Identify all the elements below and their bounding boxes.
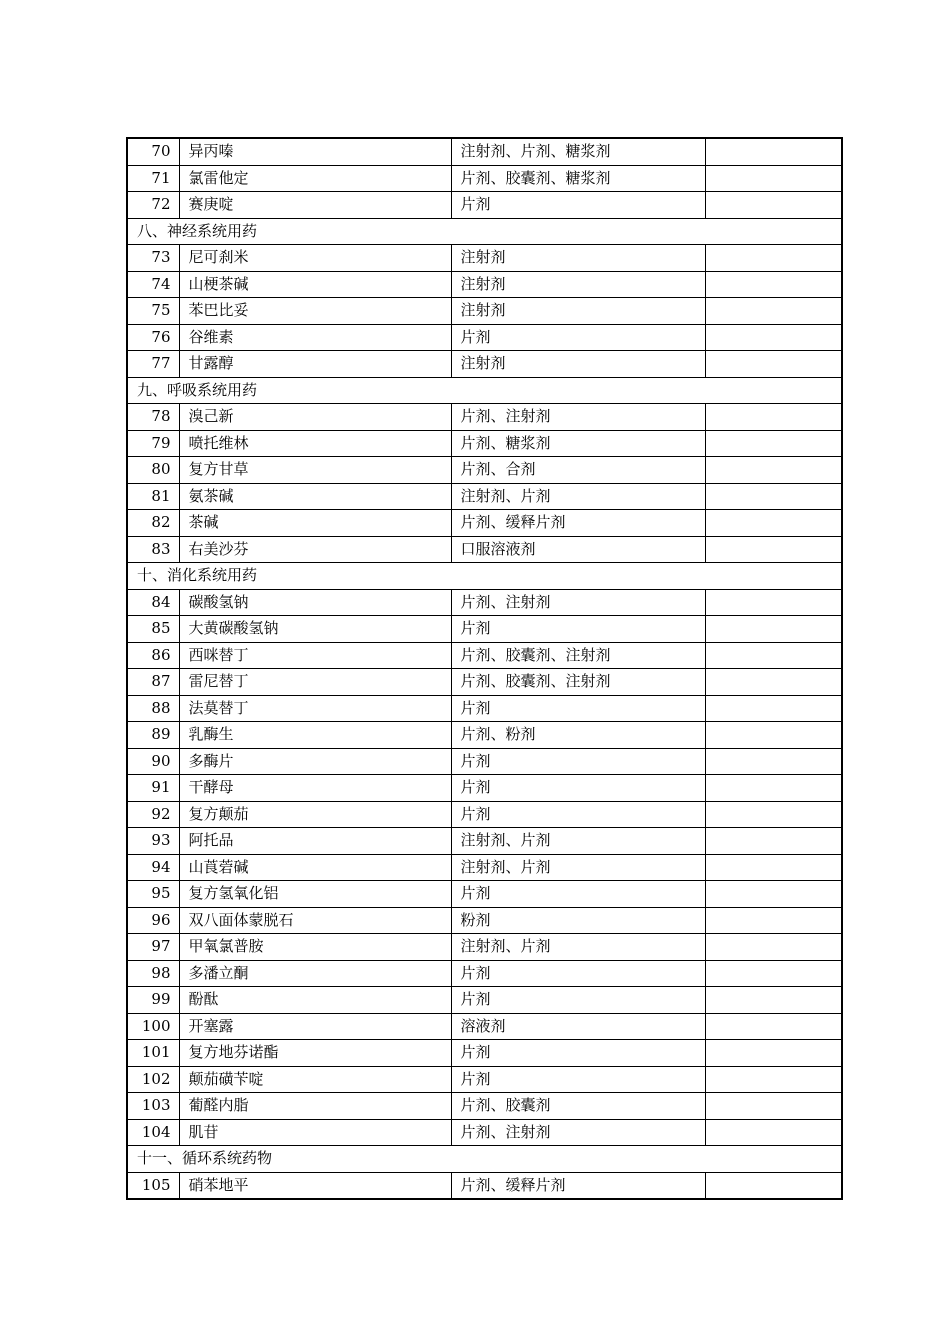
dosage-form: 注射剂、片剂 — [451, 828, 705, 855]
drug-row — [127, 748, 842, 775]
drug-row — [127, 324, 842, 351]
drug-name: 复方甘草 — [179, 457, 451, 484]
row-number: 95 — [127, 881, 179, 908]
dosage-form: 片剂、注射剂 — [451, 404, 705, 431]
drug-row — [127, 483, 842, 510]
remarks-cell — [705, 801, 842, 828]
drug-name: 多酶片 — [179, 748, 451, 775]
dosage-form: 片剂、胶囊剂、糖浆剂 — [451, 165, 705, 192]
drug-name: 溴己新 — [179, 404, 451, 431]
dosage-form: 片剂 — [451, 775, 705, 802]
row-number: 93 — [127, 828, 179, 855]
drug-row — [127, 1040, 842, 1067]
drug-row — [127, 536, 842, 563]
drug-row — [127, 642, 842, 669]
row-number: 101 — [127, 1040, 179, 1067]
remarks-cell — [705, 165, 842, 192]
row-number: 79 — [127, 430, 179, 457]
drug-row — [127, 616, 842, 643]
drug-row — [127, 722, 842, 749]
row-number: 88 — [127, 695, 179, 722]
dosage-form: 片剂 — [451, 616, 705, 643]
drug-name: 西咪替丁 — [179, 642, 451, 669]
row-number: 98 — [127, 960, 179, 987]
drug-name: 苯巴比妥 — [179, 298, 451, 325]
drug-name: 山莨菪碱 — [179, 854, 451, 881]
dosage-form: 口服溶液剂 — [451, 536, 705, 563]
remarks-cell — [705, 192, 842, 219]
drug-row — [127, 165, 842, 192]
drug-row — [127, 1066, 842, 1093]
drug-name: 颠茄磺苄啶 — [179, 1066, 451, 1093]
remarks-cell — [705, 642, 842, 669]
remarks-cell — [705, 1013, 842, 1040]
section-title: 十、消化系统用药 — [127, 563, 842, 590]
dosage-form: 片剂、注射剂 — [451, 589, 705, 616]
section-row — [127, 563, 842, 590]
drug-row — [127, 828, 842, 855]
remarks-cell — [705, 854, 842, 881]
drug-row — [127, 138, 842, 165]
drug-name: 甲氧氯普胺 — [179, 934, 451, 961]
drug-name: 赛庚啶 — [179, 192, 451, 219]
section-row — [127, 1146, 842, 1173]
remarks-cell — [705, 271, 842, 298]
remarks-cell — [705, 695, 842, 722]
drug-name: 多潘立酮 — [179, 960, 451, 987]
dosage-form: 片剂 — [451, 748, 705, 775]
remarks-cell — [705, 298, 842, 325]
drug-row — [127, 271, 842, 298]
remarks-cell — [705, 748, 842, 775]
drug-name: 法莫替丁 — [179, 695, 451, 722]
row-number: 84 — [127, 589, 179, 616]
remarks-cell — [705, 457, 842, 484]
drug-name: 茶碱 — [179, 510, 451, 537]
remarks-cell — [705, 881, 842, 908]
remarks-cell — [705, 138, 842, 165]
row-number: 94 — [127, 854, 179, 881]
drug-name: 双八面体蒙脱石 — [179, 907, 451, 934]
remarks-cell — [705, 934, 842, 961]
remarks-cell — [705, 404, 842, 431]
remarks-cell — [705, 536, 842, 563]
dosage-form: 溶液剂 — [451, 1013, 705, 1040]
remarks-cell — [705, 510, 842, 537]
dosage-form: 片剂 — [451, 695, 705, 722]
row-number: 85 — [127, 616, 179, 643]
drug-row — [127, 430, 842, 457]
remarks-cell — [705, 907, 842, 934]
drug-name: 阿托品 — [179, 828, 451, 855]
drug-list-body — [127, 138, 842, 1199]
row-number: 89 — [127, 722, 179, 749]
remarks-cell — [705, 430, 842, 457]
row-number: 77 — [127, 351, 179, 378]
dosage-form: 片剂、粉剂 — [451, 722, 705, 749]
drug-name: 山梗茶碱 — [179, 271, 451, 298]
row-number: 99 — [127, 987, 179, 1014]
drug-name: 尼可刹米 — [179, 245, 451, 272]
dosage-form: 片剂 — [451, 881, 705, 908]
drug-name: 开塞露 — [179, 1013, 451, 1040]
section-title: 十一、循环系统药物 — [127, 1146, 842, 1173]
drug-name: 硝苯地平 — [179, 1172, 451, 1199]
row-number: 70 — [127, 138, 179, 165]
dosage-form: 片剂 — [451, 1066, 705, 1093]
remarks-cell — [705, 616, 842, 643]
dosage-form: 片剂 — [451, 960, 705, 987]
dosage-form: 片剂、注射剂 — [451, 1119, 705, 1146]
drug-row — [127, 351, 842, 378]
drug-name: 右美沙芬 — [179, 536, 451, 563]
drug-name: 干酵母 — [179, 775, 451, 802]
row-number: 105 — [127, 1172, 179, 1199]
row-number: 76 — [127, 324, 179, 351]
drug-row — [127, 881, 842, 908]
row-number: 72 — [127, 192, 179, 219]
drug-row — [127, 457, 842, 484]
row-number: 78 — [127, 404, 179, 431]
drug-row — [127, 1119, 842, 1146]
dosage-form: 片剂、胶囊剂、注射剂 — [451, 642, 705, 669]
drug-name: 乳酶生 — [179, 722, 451, 749]
row-number: 86 — [127, 642, 179, 669]
drug-row — [127, 1172, 842, 1199]
row-number: 92 — [127, 801, 179, 828]
remarks-cell — [705, 1172, 842, 1199]
drug-name: 雷尼替丁 — [179, 669, 451, 696]
drug-name: 葡醛内脂 — [179, 1093, 451, 1120]
dosage-form: 注射剂 — [451, 271, 705, 298]
dosage-form: 注射剂 — [451, 351, 705, 378]
row-number: 73 — [127, 245, 179, 272]
remarks-cell — [705, 987, 842, 1014]
dosage-form: 片剂、胶囊剂 — [451, 1093, 705, 1120]
remarks-cell — [705, 960, 842, 987]
drug-row — [127, 404, 842, 431]
drug-name: 谷维素 — [179, 324, 451, 351]
drug-name: 酚酞 — [179, 987, 451, 1014]
dosage-form: 注射剂、片剂、糖浆剂 — [451, 138, 705, 165]
dosage-form: 注射剂 — [451, 298, 705, 325]
row-number: 100 — [127, 1013, 179, 1040]
drug-name: 复方氢氧化铝 — [179, 881, 451, 908]
dosage-form: 粉剂 — [451, 907, 705, 934]
drug-row — [127, 298, 842, 325]
drug-row — [127, 1093, 842, 1120]
remarks-cell — [705, 483, 842, 510]
row-number: 74 — [127, 271, 179, 298]
dosage-form: 注射剂、片剂 — [451, 483, 705, 510]
dosage-form: 片剂、合剂 — [451, 457, 705, 484]
row-number: 102 — [127, 1066, 179, 1093]
drug-row — [127, 801, 842, 828]
drug-name: 异丙嗪 — [179, 138, 451, 165]
section-row — [127, 218, 842, 245]
dosage-form: 片剂 — [451, 192, 705, 219]
drug-name: 复方颠茄 — [179, 801, 451, 828]
row-number: 90 — [127, 748, 179, 775]
drug-name: 大黄碳酸氢钠 — [179, 616, 451, 643]
drug-row — [127, 192, 842, 219]
drug-row — [127, 907, 842, 934]
row-number: 82 — [127, 510, 179, 537]
row-number: 83 — [127, 536, 179, 563]
row-number: 71 — [127, 165, 179, 192]
dosage-form: 注射剂、片剂 — [451, 854, 705, 881]
row-number: 75 — [127, 298, 179, 325]
drug-row — [127, 987, 842, 1014]
dosage-form: 注射剂 — [451, 245, 705, 272]
remarks-cell — [705, 1066, 842, 1093]
dosage-form: 片剂 — [451, 801, 705, 828]
drug-row — [127, 695, 842, 722]
drug-name: 碳酸氢钠 — [179, 589, 451, 616]
drug-row — [127, 934, 842, 961]
row-number: 91 — [127, 775, 179, 802]
remarks-cell — [705, 722, 842, 749]
drug-row — [127, 669, 842, 696]
remarks-cell — [705, 589, 842, 616]
dosage-form: 注射剂、片剂 — [451, 934, 705, 961]
drug-row — [127, 775, 842, 802]
row-number: 87 — [127, 669, 179, 696]
drug-row — [127, 1013, 842, 1040]
row-number: 103 — [127, 1093, 179, 1120]
drug-name: 复方地芬诺酯 — [179, 1040, 451, 1067]
dosage-form: 片剂、胶囊剂、注射剂 — [451, 669, 705, 696]
remarks-cell — [705, 1119, 842, 1146]
drug-row — [127, 589, 842, 616]
drug-row — [127, 960, 842, 987]
dosage-form: 片剂 — [451, 987, 705, 1014]
row-number: 97 — [127, 934, 179, 961]
dosage-form: 片剂、缓释片剂 — [451, 1172, 705, 1199]
drug-name: 甘露醇 — [179, 351, 451, 378]
section-title: 八、神经系统用药 — [127, 218, 842, 245]
row-number: 104 — [127, 1119, 179, 1146]
section-row — [127, 377, 842, 404]
remarks-cell — [705, 245, 842, 272]
drug-row — [127, 854, 842, 881]
drug-name: 喷托维林 — [179, 430, 451, 457]
drug-name: 氨茶碱 — [179, 483, 451, 510]
drug-name: 肌苷 — [179, 1119, 451, 1146]
drug-row — [127, 245, 842, 272]
remarks-cell — [705, 669, 842, 696]
section-title: 九、呼吸系统用药 — [127, 377, 842, 404]
remarks-cell — [705, 1093, 842, 1120]
remarks-cell — [705, 828, 842, 855]
row-number: 80 — [127, 457, 179, 484]
dosage-form: 片剂、糖浆剂 — [451, 430, 705, 457]
remarks-cell — [705, 351, 842, 378]
drug-row — [127, 510, 842, 537]
dosage-form: 片剂 — [451, 1040, 705, 1067]
remarks-cell — [705, 324, 842, 351]
remarks-cell — [705, 775, 842, 802]
remarks-cell — [705, 1040, 842, 1067]
drug-list-table — [126, 137, 843, 1200]
row-number: 96 — [127, 907, 179, 934]
drug-name: 氯雷他定 — [179, 165, 451, 192]
row-number: 81 — [127, 483, 179, 510]
dosage-form: 片剂、缓释片剂 — [451, 510, 705, 537]
dosage-form: 片剂 — [451, 324, 705, 351]
